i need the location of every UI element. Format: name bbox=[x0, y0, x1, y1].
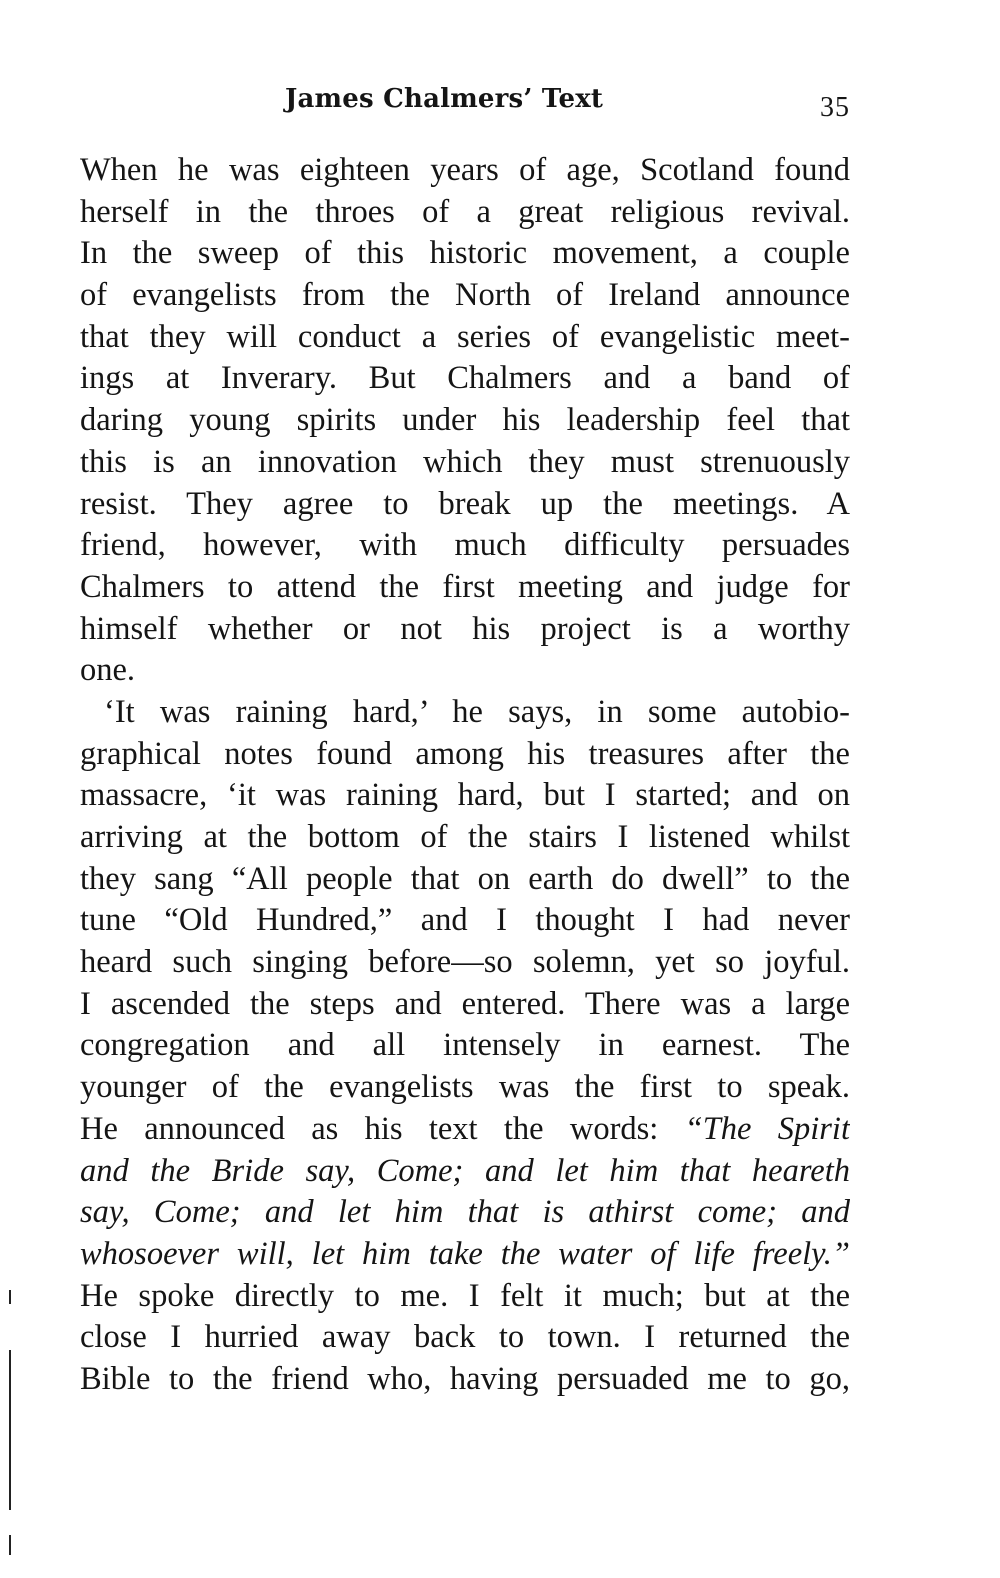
body-text bbox=[80, 150, 850, 1401]
text-line: of evangelists from the North of Ireland announce bbox=[80, 277, 850, 314]
text-line: that they will conduct a series of evangelistic meet- bbox=[80, 318, 850, 355]
text-line: this is an innovation which they must strenuously bbox=[80, 443, 850, 480]
scan-edge-mark bbox=[9, 1290, 11, 1304]
text-line: Chalmers to attend the first meeting and judge for bbox=[80, 568, 850, 605]
text-line-roman: He announced as his text the words: bbox=[80, 1110, 659, 1147]
scripture-quote-start: “The Spirit bbox=[684, 1110, 850, 1147]
scripture-quote-line: whosoever will, let him take the water of life freely.” bbox=[80, 1235, 850, 1272]
text-line: friend, however, with much difficulty persuades bbox=[80, 527, 850, 564]
text-line: Bible to the friend who, having persuaded me to go, bbox=[80, 1360, 850, 1397]
text-line: close I hurried away back to town. I returned the bbox=[80, 1319, 850, 1356]
text-line: tune “Old Hundred,” and I thought I had never bbox=[80, 902, 850, 939]
text-line: massacre, ‘it was raining hard, but I started; and on bbox=[80, 777, 850, 814]
text-line: ‘It was raining hard,’ he says, in some autobio- bbox=[104, 693, 850, 730]
text-line: herself in the throes of a great religious revival. bbox=[80, 193, 850, 230]
scripture-quote-line: say, Come; and let him that is athirst come; and bbox=[80, 1194, 850, 1231]
scan-edge-mark bbox=[9, 1350, 11, 1510]
text-line: heard such singing before—so solemn, yet so joyful. bbox=[80, 944, 850, 981]
text-line: younger of the evangelists was the first to speak. bbox=[80, 1069, 850, 1106]
text-line: daring young spirits under his leadership feel that bbox=[80, 402, 850, 439]
scan-edge-mark bbox=[9, 1535, 11, 1555]
text-line: resist. They agree to break up the meetings. A bbox=[80, 485, 850, 522]
text-line: When he was eighteen years of age, Scotland found bbox=[80, 152, 850, 188]
text-line: ings at Inverary. But Chalmers and a band of bbox=[80, 360, 850, 397]
text-line: one. bbox=[80, 652, 136, 689]
text-line: arriving at the bottom of the stairs I listened whilst bbox=[80, 819, 850, 855]
page-number: 35 bbox=[820, 92, 850, 123]
text-line: they sang “All people that on earth do dwell” to the bbox=[80, 860, 850, 897]
scripture-quote-line: and the Bride say, Come; and let him that heareth bbox=[80, 1152, 850, 1189]
text-line-mixed bbox=[80, 1109, 850, 1151]
text-line: In the sweep of this historic movement, a couple bbox=[80, 235, 850, 272]
text-line: congregation and all intensely in earnest. The bbox=[80, 1027, 850, 1064]
text-line: I ascended the steps and entered. There was a large bbox=[80, 985, 850, 1022]
text-line: graphical notes found among his treasures after the bbox=[80, 735, 850, 772]
running-head bbox=[80, 84, 850, 124]
text-line: He spoke directly to me. I felt it much; but at the bbox=[80, 1277, 850, 1314]
running-title: James Chalmers’ Text bbox=[285, 84, 604, 114]
text-line: himself whether or not his project is a worthy bbox=[80, 610, 850, 647]
